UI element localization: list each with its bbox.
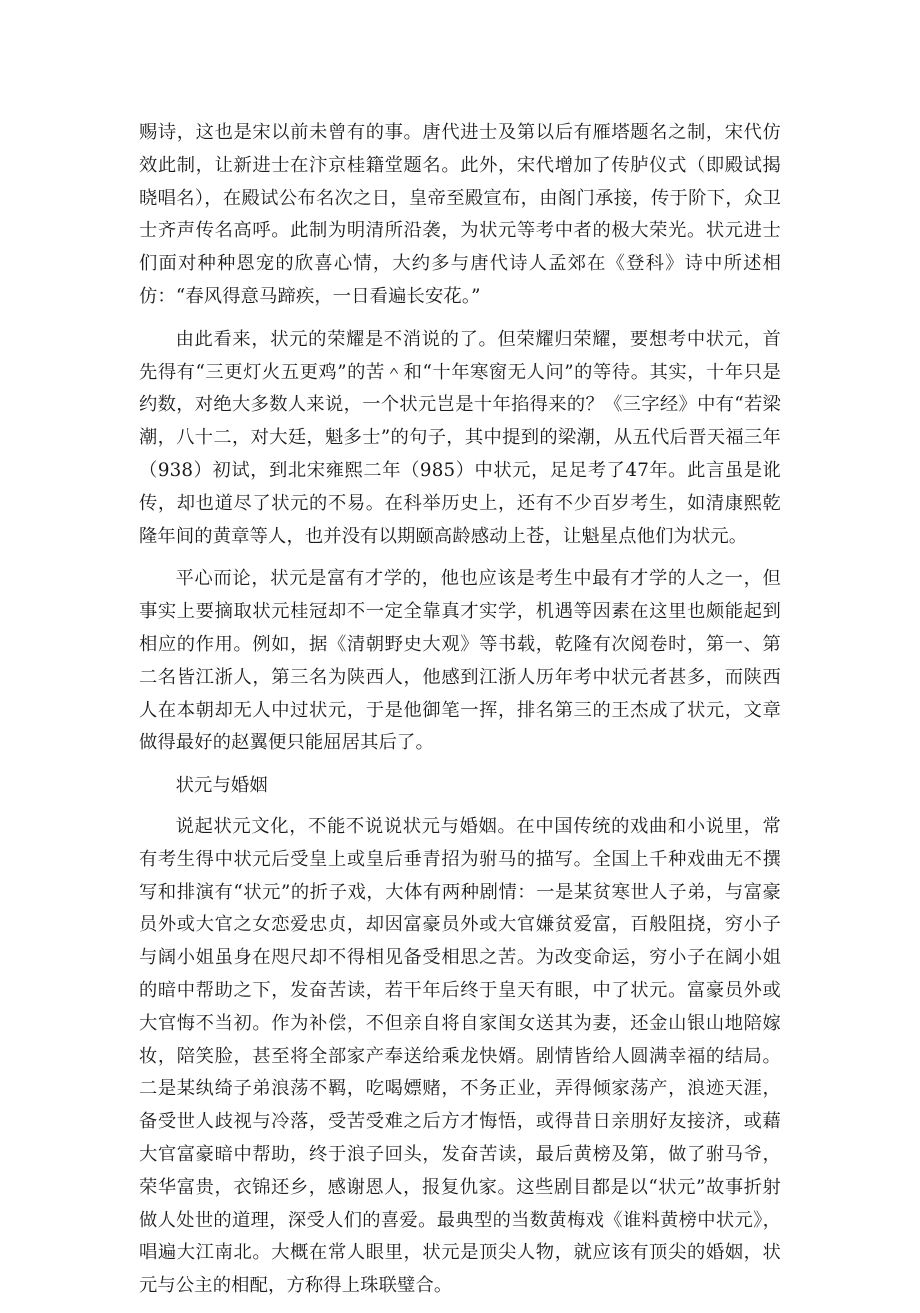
paragraph-2: 由此看来，状元的荣耀是不消说的了。但荣耀归荣耀，要想考中状元，首先得有“三更灯火五更鸡”的苦＾和“十年寒窗无人问”的等待。其实，十年只是约数，对绝大多数人来说，一个状元岂是十年掐得来的？《三字经》中有“若梁潮，八十二，对大廷，魁多士”的句子，其中提到的梁潮，从五代后晋天福三年（938）初试，到北宋雍熙二年（985）中状元，足足考了47年。此言虽是讹传，却也道尽了状元的不易。在科举历史上，还有不少百岁考生，如清康熙乾隆年间的黄章等人，也并没有以期颐高龄感动上苍，让魁星点他们为状元。 <box>139 328 781 547</box>
paragraph-1: 赐诗，这也是宋以前未曾有的事。唐代进士及第以后有雁塔题名之制，宋代仿效此制，让新进士在汴京桂籍堂题名。此外，宋代增加了传胪仪式（即殿试揭晓唱名），在殿试公布名次之日，皇帝至殿宣布，由阁门承接，传于阶下，众卫士齐声传名高呼。此制为明清所沿袭，为状元等考中者的极大荣光。状元进士们面对种种恩宠的欣喜心情，大约多与唐代诗人孟郊在《登科》诗中所述相仿：“春风得意马蹄疾，一日看遍长安花。” <box>139 122 781 307</box>
document-body <box>139 117 781 1313</box>
paragraph-4: 说起状元文化，不能不说说状元与婚姻。在中国传统的戏曲和小说里，常有考生得中状元后受皇上或皇后垂青招为驸马的描写。全国上千种戏曲无不撰写和排演有“状元”的折子戏，大体有两种剧情：一是某贫寒世人子弟，与富豪员外或大官之女恋爱忠贞，却因富豪员外或大官嫌贫爱富，百般阻挠，穷小子与阔小姐虽身在咫尺却不得相见备受相思之苦。为改变命运，穷小子在阔小姐的暗中帮助之下，发奋苦读，若干年后终于皇天有眼，中了状元。富豪员外或大官悔不当初。作为补偿，不但亲自将自家闺女送其为妻，还金山银山地陪嫁妆，陪笑脸，甚至将全部家产奉送给乘龙快婿。剧情皆给人圆满幸福的结局。二是某纨绮子弟浪荡不羁，吃喝嫖赌，不务正业，弄得倾家荡产，浪迹天涯，备受世人歧视与冷落，受苦受难之后方才悔悟，或得昔日亲朋好友接济，或藉大官富豪暗中帮助，终于浪子回头，发奋苦读，最后黄榜及第，做了驸马爷，荣华富贵，衣锦还乡，感谢恩人，报复仇家。这些剧目都是以“状元”故事折射做人处世的道理，深受人们的喜爱。最典型的当数黄梅戏《谁料黄榜中状元》，唱遍大江南北。大概在常人眼里，状元是顶尖人物，就应该有顶尖的婚姻，状元与公主的相配，方称得上珠联璧合。 <box>139 815 781 1297</box>
section-heading: 状元与婚姻 <box>175 775 268 797</box>
paragraph-3: 平心而论，状元是富有才学的，他也应该是考生中最有才学的人之一，但事实上要摘取状元桂冠却不一定全靠真才实学，机遇等因素在这里也颇能起到相应的作用。例如，据《清朝野史大观》等书载，乾隆有次阅卷时，第一、第二名皆江浙人，第三名为陕西人，他感到江浙人历年考中状元者甚多，而陕西人在本朝却无人中过状元，于是他御笔一挥，排名第三的王杰成了状元，文章做得最好的赵翼便只能屈居其后了。 <box>139 568 781 754</box>
